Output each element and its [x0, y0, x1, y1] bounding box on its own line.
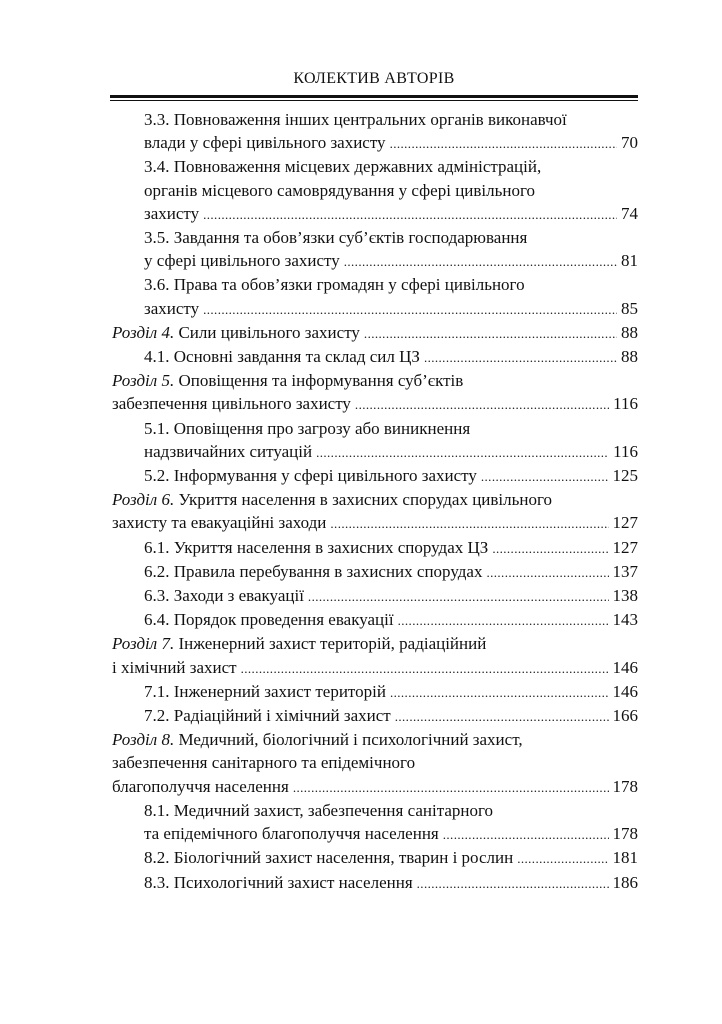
- dot-leader: [417, 871, 609, 895]
- toc-line: [112, 179, 638, 202]
- toc-line-text: [144, 440, 312, 463]
- section-label: Розділ 4.: [112, 322, 175, 342]
- toc-line: [112, 632, 638, 655]
- toc-section-r5: [112, 369, 638, 416]
- toc-line-text: [112, 321, 360, 344]
- entry-title: захисту та евакуаційні заходи: [112, 513, 327, 533]
- dot-leader: [355, 392, 609, 416]
- page-number: 166: [612, 706, 638, 726]
- entry-title: захисту: [144, 298, 200, 318]
- section-label: Розділ 5.: [112, 371, 175, 391]
- toc-line: [112, 584, 638, 608]
- page-number: 70: [621, 133, 638, 153]
- dot-leader: [364, 321, 617, 345]
- toc-entry-3-3: [112, 108, 638, 155]
- entry-title: влади у сфері цивільного захисту: [144, 133, 386, 153]
- entry-title: Інженерний захист територій, радіаційний: [174, 634, 487, 654]
- page-number: 127: [612, 513, 638, 533]
- toc-line: [112, 775, 638, 799]
- toc-line-text: [112, 728, 523, 751]
- dot-leader: [390, 131, 617, 155]
- entry-title: захисту: [144, 203, 200, 223]
- page-number: 146: [612, 681, 638, 701]
- dot-leader: [330, 511, 608, 535]
- toc-line: [112, 345, 638, 369]
- dot-leader: [481, 464, 609, 488]
- toc-line-text: [144, 179, 535, 202]
- entry-title: 3.4. Повноваження місцевих державних адміністрацій,: [144, 157, 542, 177]
- dot-leader: [390, 680, 609, 704]
- toc-line: [112, 417, 638, 440]
- toc-line-text: [144, 608, 394, 631]
- entry-title: надзвичайних ситуацій: [144, 441, 313, 461]
- toc-line: [112, 321, 638, 345]
- toc-line-text: [144, 680, 386, 703]
- page-number: 74: [621, 203, 638, 223]
- entry-title: 3.3. Повноваження інших центральних органів виконавчої: [144, 110, 567, 129]
- toc-line-text: [144, 108, 567, 131]
- dot-leader: [395, 704, 609, 728]
- toc-line-text: [144, 226, 527, 249]
- toc-line-text: [112, 775, 289, 798]
- toc-line: [112, 751, 638, 774]
- page-number: 186: [612, 872, 638, 892]
- entry-title: 7.2. Радіаційний і хімічний захист: [144, 706, 391, 726]
- running-header: КОЛЕКТИВ АВТОРІВ: [293, 70, 455, 87]
- entry-title: і хімічний захист: [112, 657, 237, 677]
- toc-line-text: [144, 536, 488, 559]
- toc-line: [112, 822, 638, 846]
- entry-title: 3.6. Права та обов’язки громадян у сфері цивільного: [144, 275, 525, 295]
- toc-entry-3-6: [112, 273, 638, 320]
- toc-line-text: [112, 751, 415, 774]
- header-rule-thick: [110, 95, 638, 98]
- toc-line: [112, 728, 638, 751]
- toc-entry-7-1: [112, 680, 638, 704]
- toc-entry-6-1: [112, 536, 638, 560]
- entry-title: благополуччя населення: [112, 776, 289, 796]
- toc-line: [112, 273, 638, 296]
- dot-leader: [203, 202, 617, 226]
- page-number: 116: [613, 394, 638, 414]
- toc-entry-8-3: [112, 871, 638, 895]
- entry-title: забезпечення санітарного та епідемічного: [112, 753, 416, 773]
- toc-entry-3-5: [112, 226, 638, 273]
- toc-line-text: [144, 273, 525, 296]
- page-number: 85: [621, 298, 638, 318]
- toc-entry-8-2: [112, 846, 638, 870]
- toc-line-text: [144, 704, 391, 727]
- toc-entry-6-4: [112, 608, 638, 632]
- toc-line-text: [144, 871, 413, 894]
- entry-title: 5.1. Оповіщення про загрозу або виникнення: [144, 418, 471, 438]
- entry-title: 5.2. Інформування у сфері цивільного захисту: [144, 466, 477, 486]
- toc-entry-5-2: [112, 464, 638, 488]
- page-number: 178: [612, 776, 638, 796]
- section-label: Розділ 7.: [112, 634, 175, 654]
- toc-section-r4: [112, 321, 638, 345]
- toc-entry-6-3: [112, 584, 638, 608]
- page-number: 143: [612, 610, 638, 630]
- toc-line: [112, 560, 638, 584]
- toc-entry-7-2: [112, 704, 638, 728]
- toc-line: [112, 680, 638, 704]
- toc-line: [112, 249, 638, 273]
- page-number: 137: [612, 561, 638, 581]
- dot-leader: [293, 775, 609, 799]
- toc-line: [112, 656, 638, 680]
- dot-leader: [316, 440, 609, 464]
- header-rule-thin: [110, 100, 638, 101]
- toc-line: [112, 131, 638, 155]
- toc-line: [112, 536, 638, 560]
- toc-line-text: [112, 488, 552, 511]
- page-number: 125: [612, 466, 638, 486]
- page-number: 116: [613, 441, 638, 461]
- toc-section-r6: [112, 488, 638, 535]
- entry-title: 3.5. Завдання та обов’язки суб’єктів господарювання: [144, 228, 528, 248]
- dot-leader: [486, 560, 608, 584]
- toc-section-r7: [112, 632, 638, 679]
- entry-title: та епідемічного благополуччя населення: [144, 824, 439, 844]
- entry-title: 6.3. Заходи з евакуації: [144, 586, 304, 606]
- toc-line: [112, 155, 638, 178]
- entry-title: 6.4. Порядок проведення евакуації: [144, 610, 394, 630]
- entry-title: забезпечення цивільного захисту: [112, 394, 351, 414]
- toc-line: [112, 226, 638, 249]
- page-number: 181: [612, 848, 638, 868]
- table-of-contents: [112, 108, 638, 895]
- dot-leader: [443, 822, 609, 846]
- dot-leader: [344, 249, 617, 273]
- toc-line: [112, 108, 638, 131]
- entry-title: 4.1. Основні завдання та склад сил ЦЗ: [144, 347, 420, 367]
- section-label: Розділ 6.: [112, 490, 175, 510]
- toc-line-text: [112, 511, 326, 534]
- dot-leader: [517, 846, 608, 870]
- page-number: 138: [612, 586, 638, 606]
- page-number: 146: [612, 657, 638, 677]
- entry-title: у сфері цивільного захисту: [144, 251, 340, 271]
- entry-title: Укриття населення в захисних спорудах цивільного: [174, 490, 553, 510]
- toc-line: [112, 440, 638, 464]
- toc-line: [112, 392, 638, 416]
- toc-entry-4-1: [112, 345, 638, 369]
- entry-title: Оповіщення та інформування суб’єктів: [174, 371, 464, 391]
- entry-title: 6.2. Правила перебування в захисних спорудах: [144, 561, 483, 581]
- toc-line-text: [112, 656, 237, 679]
- entry-title: Медичний, біологічний і психологічний захист,: [174, 730, 523, 750]
- entry-title: 8.1. Медичний захист, забезпечення санітарного: [144, 800, 494, 820]
- page-number: 127: [612, 537, 638, 557]
- entry-title: 6.1. Укриття населення в захисних спорудах ЦЗ: [144, 537, 489, 557]
- toc-line: [112, 704, 638, 728]
- toc-line-text: [144, 249, 340, 272]
- toc-line-text: [144, 297, 199, 320]
- toc-line: [112, 799, 638, 822]
- toc-line: [112, 871, 638, 895]
- toc-entry-3-4: [112, 155, 638, 226]
- toc-line-text: [144, 560, 482, 583]
- toc-entry-5-1: [112, 417, 638, 464]
- toc-section-r8: [112, 728, 638, 799]
- toc-line-text: [144, 131, 386, 154]
- dot-leader: [398, 608, 609, 632]
- dot-leader: [492, 536, 608, 560]
- entry-title: 8.2. Біологічний захист населення, тварин і рослин: [144, 848, 514, 868]
- toc-line-text: [144, 155, 541, 178]
- toc-line-text: [112, 392, 351, 415]
- dot-leader: [241, 656, 609, 680]
- dot-leader: [203, 297, 617, 321]
- toc-entry-8-1: [112, 799, 638, 846]
- toc-line-text: [112, 369, 463, 392]
- toc-line-text: [144, 822, 439, 845]
- dot-leader: [308, 584, 609, 608]
- toc-line-text: [144, 584, 304, 607]
- toc-line-text: [112, 632, 486, 655]
- page-number: 88: [621, 322, 638, 342]
- entry-title: 8.3. Психологічний захист населення: [144, 872, 413, 892]
- entry-title: Сили цивільного захисту: [174, 322, 360, 342]
- toc-line-text: [144, 202, 199, 225]
- page-number: 178: [612, 824, 638, 844]
- toc-line: [112, 297, 638, 321]
- dot-leader: [424, 345, 617, 369]
- toc-line: [112, 464, 638, 488]
- section-label: Розділ 8.: [112, 730, 175, 750]
- toc-line-text: [144, 464, 477, 487]
- toc-line-text: [144, 417, 470, 440]
- toc-line: [112, 511, 638, 535]
- toc-line-text: [144, 846, 513, 869]
- toc-line: [112, 488, 638, 511]
- toc-entry-6-2: [112, 560, 638, 584]
- toc-line: [112, 846, 638, 870]
- toc-line: [112, 202, 638, 226]
- page-number: 81: [621, 251, 638, 271]
- toc-line: [112, 608, 638, 632]
- toc-line-text: [144, 345, 420, 368]
- entry-title: органів місцевого самоврядування у сфері цивільного: [144, 180, 536, 200]
- toc-line-text: [144, 799, 493, 822]
- entry-title: 7.1. Інженерний захист територій: [144, 681, 386, 701]
- toc-line: [112, 369, 638, 392]
- page-number: 88: [621, 347, 638, 367]
